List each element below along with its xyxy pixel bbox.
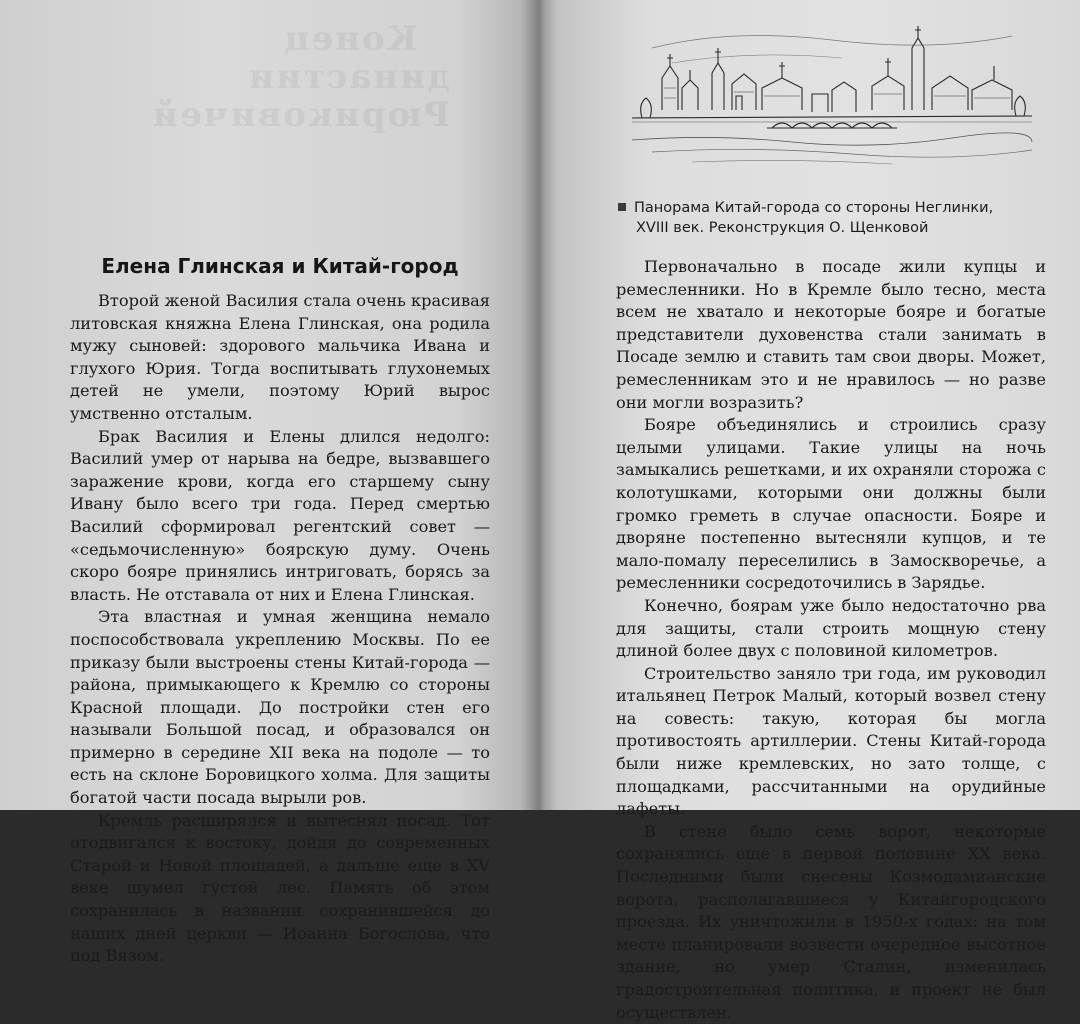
chapter-heading: Елена Глинская и Китай-город [101, 254, 459, 278]
paragraph: Второй женой Василия стала очень красивая литовская княжна Елена Глинская, она родила мужу сыновей: здорового мальчика Ивана и глухого Юрия. Тогда воспитывать глухонемых детей не умели, поэтому Юрий вырос умственно отсталым. [70, 291, 490, 423]
right-page [540, 0, 1080, 1022]
paragraph: Строительство заняло три года, им руководил итальянец Петрок Малый, который возвел стену на совесть: такую, которая бы могла противостоять артиллерии. Стены Китай-города были ниже кремлевских, но зато толще, с площадками, рассчитанными на орудийные лафеты. [616, 663, 1046, 819]
caption-line: XVIII век. Реконструкция О. Щенковой [636, 220, 929, 236]
right-body-text [616, 256, 1046, 1024]
paragraph: Кремль расширялся и вытеснял посад. Тот отодвигался к востоку, дойдя до современных Старой и Новой площадей, а дальше еще в XV веке шумел густой лес. Память об этом сохранилась в названии сохранившейся до наших дней церкви — Иоанна Богослова, что под Вязом. [70, 810, 490, 966]
left-page [0, 0, 540, 966]
caption-bullet-icon [618, 203, 626, 211]
paragraph: Бояре объединялись и строились сразу целыми улицами. Такие улицы на ночь замыкались решетками, и их охраняли сторожа с колотушками, которыми они должны были громко греметь в случае опасности. Бояре и дворяне постепенно вытесняли купцов, и те мало-помалу переселились в Замоскворечье, а ремесленники сосредоточились в Зарядье. [616, 415, 1046, 593]
show-through-line: Рюриковичей [150, 95, 450, 135]
show-through-line: Конец [282, 19, 418, 59]
caption-line [618, 198, 1048, 218]
caption-text: Панорама Китай-города со стороны Неглинки, [634, 200, 994, 216]
paragraph: Конечно, боярам уже было недостаточно рва для защиты, стали строить мощную стену длиной более двух с половиной километров. [616, 595, 1046, 661]
left-body-text [70, 290, 490, 968]
show-through-line: династии [247, 57, 450, 97]
show-through-text [150, 19, 450, 135]
paragraph: Эта властная и умная женщина немало поспособствовала укреплению Москвы. По ее приказу были выстроены стены Китай-города — района, примыкающего к Кремлю со стороны Красной площади. До постройки стен его называли Большой посад, и образовался он примерно в середине XII века на подоле — то есть на склоне Боровицкого холма. Для защиты богатой части посада вырыли ров. [70, 607, 490, 808]
paragraph: Первоначально в посаде жили купцы и ремесленники. Но в Кремле было тесно, места всем не хватало и некоторые бояре и богатые представители духовенства стали занимать в Посаде землю и ставить там свои дворы. Может, ремесленникам это и не нравилось — но разве они могли возразить? [616, 257, 1046, 412]
paragraph: Брак Василия и Елены длился недолго: Василий умер от нарыва на бедре, вызвавшего заражение крови, когда его старшему сыну Ивану было всего три года. Перед смертью Василий сформировал регентский совет — «седьмочисленную» боярскую думу. Очень скоро бояре принялись интриговать, борясь за власть. Не отставала от них и Елена Глинская. [70, 426, 490, 604]
paragraph: В стене было семь ворот, некоторые сохранялись еще в первой половине XX века. Последними были снесены Козмодамианские ворота, располагавшиеся у Китайгородского проезда. Их уничтожили в 1950-х годах: на том месте планировали возвести очередное высотное здание, но умер Сталин, изменилась градостроительная политика, и проект не был осуществлен. [616, 821, 1046, 1022]
panorama-sketch-icon [632, 18, 1032, 168]
illustration-caption [618, 198, 1048, 238]
